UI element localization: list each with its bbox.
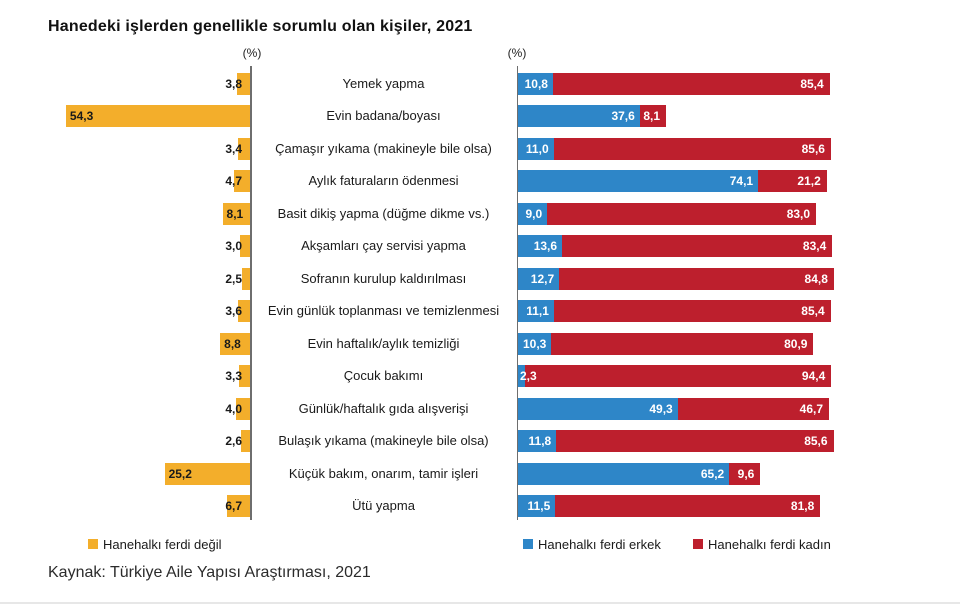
category-label: Çamaşır yıkama (makineyle bile olsa) [275, 140, 492, 156]
not-member-value: 2,5 [225, 271, 242, 286]
not-member-value: 6,7 [225, 499, 242, 513]
legend-item-not-household-member [88, 536, 222, 552]
male-value: 12,7 [530, 271, 555, 286]
chart-title: Hanedeki işlerden genellikle sorumlu olan kişiler, 2021 [48, 18, 473, 35]
female-value: 84,8 [804, 271, 828, 286]
female-value: 8,1 [643, 109, 661, 123]
female-value: 9,6 [737, 466, 755, 481]
not-member-value: 3,0 [225, 239, 242, 253]
male-value: 11,0 [525, 141, 549, 156]
unit-label-right: (%) [507, 46, 527, 60]
male-value: 74,1 [729, 174, 754, 188]
male-value: 37,6 [611, 109, 635, 123]
legend-label-female: Hanehalkı ferdi kadın [708, 536, 831, 552]
male-value: 10,3 [523, 336, 547, 351]
not-member-value: 4,0 [225, 401, 242, 416]
female-value: 85,6 [801, 141, 825, 156]
male-value: 10,8 [524, 76, 548, 91]
category-label: Bulaşık yıkama (makineyle bile olsa) [278, 433, 489, 448]
category-label: Günlük/haftalık gıda alışverişi [298, 400, 469, 416]
not-member-value: 3,4 [225, 141, 242, 156]
legend-swatch-red [693, 539, 703, 549]
female-value: 85,4 [800, 76, 824, 91]
male-value: 9,0 [525, 206, 543, 221]
female-value: 46,7 [799, 401, 824, 416]
not-member-value: 3,8 [225, 76, 242, 91]
not-member-value: 3,6 [225, 304, 242, 318]
female-value: 81,8 [790, 499, 815, 513]
category-label: Akşamları çay servisi yapma [301, 238, 466, 253]
category-label: Yemek yapma [342, 75, 425, 91]
female-value: 85,6 [804, 434, 828, 448]
legend-swatch-blue [523, 539, 533, 549]
female-value: 83,0 [786, 206, 811, 221]
male-value: 65,2 [700, 466, 725, 481]
not-member-value: 3,3 [225, 369, 242, 383]
category-label: Küçük bakım, onarım, tamir işleri [288, 465, 479, 481]
not-member-bar [66, 105, 250, 127]
female-value: 94,4 [801, 369, 826, 383]
category-label: Evin günlük toplanması ve temizlenmesi [267, 303, 500, 318]
category-label: Basit dikiş yapma (düğme dikme vs.) [277, 205, 490, 221]
male-value: 2,3 [520, 369, 537, 383]
not-member-value: 8,1 [226, 206, 244, 221]
not-member-bar [241, 430, 250, 452]
unit-label-left: (%) [242, 46, 262, 60]
male-value: 11,8 [528, 434, 552, 448]
male-value: 13,6 [533, 239, 558, 253]
category-label: Aylık faturaların ödenmesi [308, 173, 459, 188]
not-member-value: 25,2 [168, 466, 192, 481]
legend-item-female [693, 536, 831, 552]
category-label: Sofranın kurulup kaldırılması [300, 270, 467, 286]
male-value: 11,1 [526, 304, 549, 318]
not-member-value: 4,7 [225, 174, 242, 188]
not-member-bar [242, 268, 250, 290]
legend-label-male: Hanehalkı ferdi erkek [538, 536, 661, 552]
not-member-value: 2,6 [225, 434, 242, 448]
male-value: 49,3 [649, 401, 673, 416]
female-value: 83,4 [802, 239, 827, 253]
not-member-value: 8,8 [224, 336, 241, 351]
category-label: Evin badana/boyası [326, 108, 441, 123]
legend-item-male [523, 536, 661, 552]
category-label: Çocuk bakımı [343, 368, 424, 383]
female-value: 21,2 [797, 174, 821, 188]
female-value: 85,4 [801, 304, 825, 318]
not-member-value: 54,3 [69, 109, 94, 123]
legend-label-not-household-member: Hanehalkı ferdi değil [103, 536, 222, 552]
category-label: Ütü yapma [352, 498, 415, 513]
category-label: Evin haftalık/aylık temizliği [307, 335, 460, 351]
source-caption: Kaynak: Türkiye Aile Yapısı Araştırması, 2021 [48, 564, 371, 581]
male-value: 11,5 [527, 499, 551, 513]
legend-swatch-yellow [88, 539, 98, 549]
female-value: 80,9 [784, 336, 808, 351]
